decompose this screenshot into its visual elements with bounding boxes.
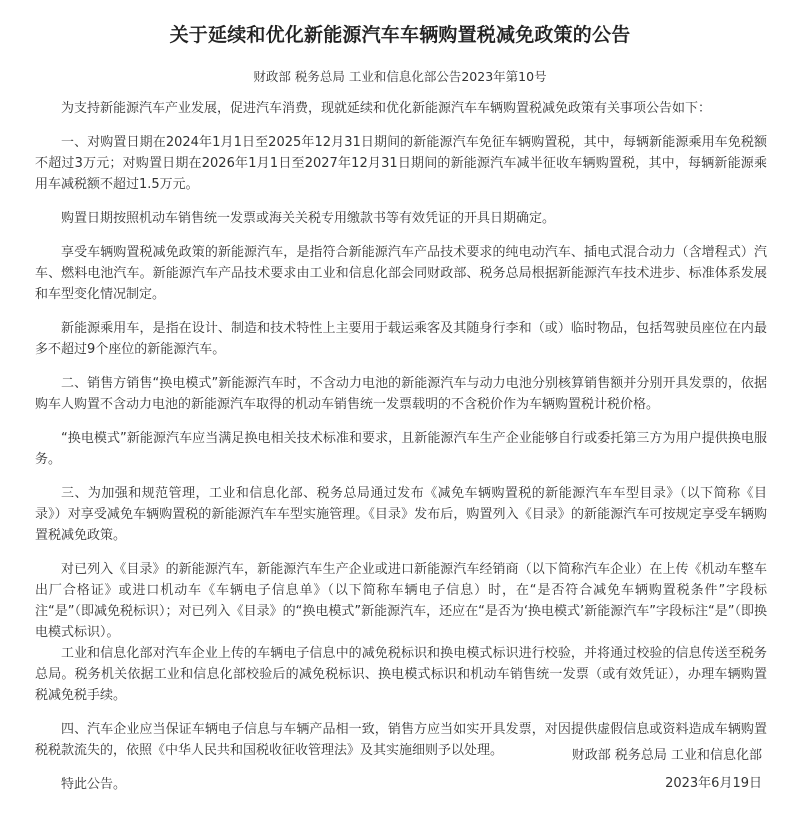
- paragraph-closing: 特此公告。: [61, 777, 127, 792]
- paragraph-passenger-vehicle: 新能源乘用车，是指在设计、制造和技术特性上主要用于载运乘客及其随身行李和（或）临时物品，包括驾驶员座位在内最多不超过9个座位的新能源汽车。: [35, 321, 767, 357]
- paragraph-intro: 为支持新能源汽车产业发展，促进汽车消费，现就延续和优化新能源汽车车辆购置税减免政策有关事项公告如下：: [61, 101, 712, 116]
- paragraph-section-3: 三、为加强和规范管理，工业和信息化部、税务总局通过发布《减免车辆购置税的新能源汽车车型目录》（以下简称《目录》）对享受减免车辆购置税的新能源汽车车型实施管理。《目录》发布后，购置列入《目录》的新能源汽车可按规定享受车辆购置税减免政策。: [35, 486, 767, 543]
- paragraph-section-4: 四、汽车企业应当保证车辆电子信息与车辆产品相一致，销售方应当如实开具发票，对因提供虚假信息或资料造成车辆购置税税款流失的，依照《中华人民共和国税收征收管理法》及其实施细则予以处理。: [35, 722, 767, 758]
- paragraph-section-2: 二、销售方销售“换电模式”新能源汽车时，不含动力电池的新能源汽车与动力电池分别核算销售额并分别开具发票的，依据购车人购置不含动力电池的新能源汽车取得的机动车销售统一发票载明的不含税价作为车辆购置税计税价格。: [35, 376, 767, 412]
- document-number: 财政部 税务总局 工业和信息化部公告2023年第10号: [253, 69, 547, 84]
- paragraph-verification: 工业和信息化部对汽车企业上传的车辆电子信息中的减免税标识和换电模式标识进行校验，并将通过校验的信息传送至税务总局。税务机关依据工业和信息化部校验后的减免税标识、换电模式标识和机动车销售统一发票（或有效凭证），办理车辆购置税减免税手续。: [35, 646, 767, 703]
- paragraph-battery-swap: “换电模式”新能源汽车应当满足换电相关技术标准和要求，且新能源汽车生产企业能够自行或委托第三方为用户提供换电服务。: [35, 431, 767, 467]
- signature: 财政部 税务总局 工业和信息化部: [571, 748, 762, 763]
- paragraph-purchase-date: 购置日期按照机动车销售统一发票或海关关税专用缴款书等有效凭证的开具日期确定。: [61, 211, 556, 226]
- issue-date: 2023年6月19日: [665, 776, 762, 791]
- paragraph-section-1: 一、对购置日期在2024年1月1日至2025年12月31日期间的新能源汽车免征车辆购置税，其中，每辆新能源乘用车免税额不超过3万元；对购置日期在2026年1月1日至2027年12月31日期间的新能源汽车减半征收车辆购置税，其中，每辆新能源乘用车减税额不超过1.5万元。: [35, 135, 767, 192]
- document-body: [35, 98, 767, 808]
- document-title: 关于延续和优化新能源汽车车辆购置税减免政策的公告: [169, 24, 631, 46]
- paragraph-eligible-vehicles: 享受车辆购置税减免政策的新能源汽车，是指符合新能源汽车产品技术要求的纯电动汽车、插电式混合动力（含增程式）汽车、燃料电池汽车。新能源汽车产品技术要求由工业和信息化部会同财政部、税务总局根据新能源汽车技术进步、标准体系发展和车型变化情况制定。: [35, 245, 767, 302]
- paragraph-catalog-labels: 对已列入《目录》的新能源汽车，新能源汽车生产企业或进口新能源汽车经销商（以下简称汽车企业）在上传《机动车整车出厂合格证》或进口机动车《车辆电子信息单》（以下简称车辆电子信息）时，在“是否符合减免车辆购置税条件”字段标注“是”（即减免税标识）；对已列入《目录》的“换电模式”新能源汽车，还应在“是否为‘换电模式’新能源汽车”字段标注“是”（即换电模式标识）。: [35, 562, 767, 640]
